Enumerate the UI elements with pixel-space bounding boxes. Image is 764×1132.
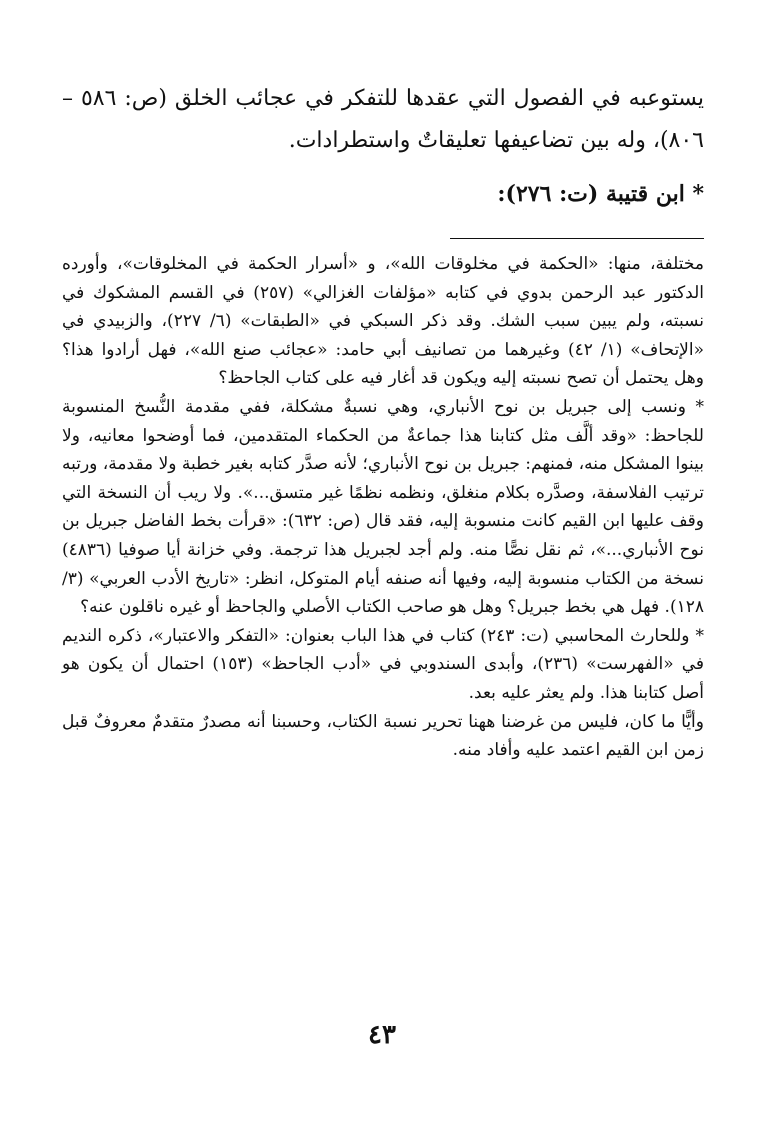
footnote-paragraph: * وللحارث المحاسبي (ت: ٢٤٣) كتاب في هذا الباب بعنوان: «التفكر والاعتبار»، ذكره النديم في «الفهرست» (٢٣٦)، وأبدى السندوبي في «أدب الجاحظ» (١٥٣) احتمال أن يكون هو أصل كتابنا هذا. ولم يعثر عليه بعد. [62, 625, 705, 703]
footnote-paragraph: مختلفة، منها: «الحكمة في مخلوقات الله»، و «أسرار الحكمة في المخلوقات»، وأورده الدكتور عبد الرحمن بدوي في كتابه «مؤلفات الغزالي» (٢٥٧) في القسم المشكوك في نسبته، ولم يبين سبب الشك. وقد ذكر السبكي في «الطبقات» (٦/ ٢٢٧)، والزبيدي في «الإتحاف» (١/ ٤٢) وغيرهما من تصانيف أبي حامد: «عجائب صنع الله»، فهل أرادوا هذا؟ وهل يحتمل أن تصح نسبته إليه ويكون قد أغار فيه على كتاب الجاحظ؟ [62, 254, 704, 389]
footnotes-block [62, 250, 704, 765]
section-heading: * ابن قتيبة (ت: ٢٧٦): [497, 181, 704, 207]
footnote-paragraph: * ونسب إلى جبريل بن نوح الأنباري، وهي نسبةٌ مشكلة، ففي مقدمة النُّسخ المنسوبة للجاحظ: «وقد ألَّف مثل كتابنا هذا جماعةٌ من الحكماء المتقدمين، فما أوضحوا معانيه، ولا بينوا المشكل منه، فمنهم: جبريل بن نوح الأنباري؛ لأنه صدَّر كتابه بغير خطبة ولا مقدمة، ورتبه ترتيب الفلاسفة، وصدَّره بكلام منغلق، ونظمه نظمًا غير متسق...». ولا ريب أن النسخة التي وقف عليها ابن القيم كانت منسوبة إليه، فقد قال (ص: ٦٣٢): «قرأت بخط الفاضل جبريل بن نوح الأنباري...»، ثم نقل نصًّا منه. ولم أجد لجبريل هذا ترجمة. وفي خزانة أيا صوفيا (٤٨٣٦) نسخة من الكتاب منسوبة إليه، وفيها أنه صنفه أيام المتوكل، انظر: «تاريخ الأدب العربي» (٣/ ١٢٨). فهل هي بخط جبريل؟ وهل هو صاحب الكتاب الأصلي والجاحظ أو غيره ناقلون عنه؟ [62, 396, 704, 618]
main-paragraph: يستوعبه في الفصول التي عقدها للتفكر في عجائب الخلق (ص: ٥٨٦ – ٨٠٦)، وله بين تضاعيفها تعليقاتٌ واستطرادات. [62, 86, 704, 153]
footnote-separator [450, 238, 704, 239]
page-number: ٤٣ [368, 1020, 396, 1050]
footnote-paragraph: وأيًّا ما كان، فليس من غرضنا ههنا تحرير نسبة الكتاب، وحسبنا أنه مصدرٌ متقدمٌ معروفٌ قبل زمن ابن القيم اعتمد عليه وأفاد منه. [62, 711, 704, 761]
